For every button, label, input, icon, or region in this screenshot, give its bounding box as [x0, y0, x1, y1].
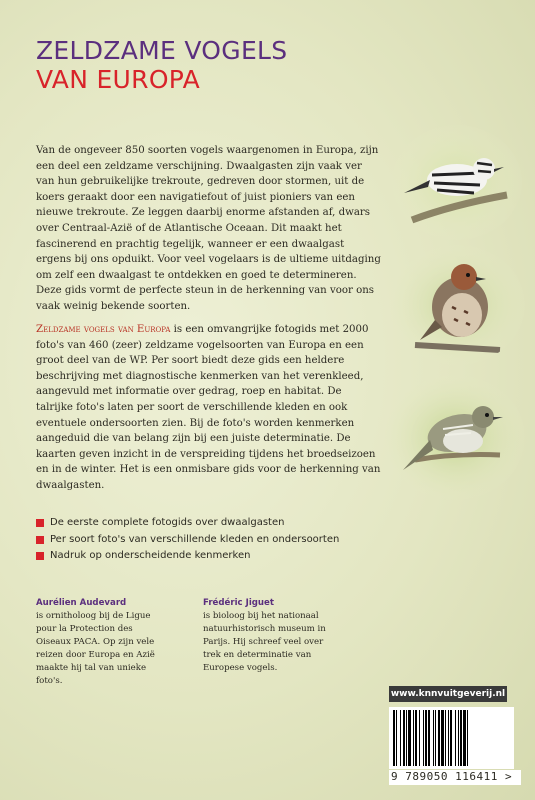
- publisher-url[interactable]: www.knnvuitgeverij.nl: [389, 686, 507, 702]
- feature-list: [36, 515, 339, 565]
- description-paragraph: [36, 322, 381, 494]
- isbn-barcode: [389, 707, 514, 769]
- description-text: is een omvangrijke fotogids met 2000 foto's van 460 (zeer) zeldzame vogelsoorten van Europa en een groot deel van de WP. Per soort biedt deze gids een heldere beschrijving met diagnostische kenmerken van het verenkleed, aangevuld met informatie over gedrag, roep en habitat. De talrijke foto's laten per soort de verschillende kleden en ook eventuele ondersoorten zien. Bij de foto's worden kenmerken aangeduid die van belang zijn bij een juiste determinatie. De kaarten geven inzicht in de verspreiding tijdens het broedseizoen en in de winter. Het is een onmisbare gids voor de herkenning van dwaalgasten.: [36, 324, 381, 491]
- bullet-square-icon: [36, 552, 44, 560]
- isbn-number: 9 789050 116411 >: [389, 770, 521, 785]
- author-name: Frédéric Jiguet: [203, 598, 274, 608]
- bird-photo-flycatcher: [385, 375, 525, 500]
- bullet-square-icon: [36, 536, 44, 544]
- title-line-1: ZELDZAME VOGELS: [36, 36, 288, 65]
- title-line-2: VAN EUROPA: [36, 65, 200, 94]
- book-name-emphasis: Zeldzame vogels van Europa: [36, 324, 171, 335]
- feature-item: Per soort foto's van verschillende kleden en ondersoorten: [36, 532, 339, 549]
- bird-photo-thrush: [390, 245, 525, 365]
- feature-item: Nadruk op onderscheidende kenmerken: [36, 548, 339, 565]
- author-bio: is bioloog bij het nationaal natuurhistorisch museum in Parijs. Hij schreef veel over trek en determinatie van Europese vogels.: [203, 611, 326, 673]
- book-title: [36, 36, 287, 94]
- intro-paragraph: Van de ongeveer 850 soorten vogels waargenomen in Europa, zijn een deel een zeldzame verschijning. Dwaalgasten zijn vaak ver van hun gebruikelijke trekroute, gedreven door stormen, uit de koers geraakt door een navigatiefout of juist pioniers van een nieuwe trekroute. Ze leggen daarbij enorme afstanden af, dwars over Centraal-Azië of de Atlantische Oceaan. Dit maakt het fascinerend en prachtig tegelijk, wanneer er een dwaalgast ergens bij ons opduikt. Voor veel vogelaars is de ultieme uitdaging om zelf een dwaalgast te ontdekken en goed te determineren. Deze gids vormt de perfecte steun in de herkenning van voor ons vaak weinig bekende soorten.: [36, 145, 381, 312]
- author-2: [203, 597, 333, 675]
- bullet-square-icon: [36, 519, 44, 527]
- author-1: [36, 597, 166, 688]
- author-name: Aurélien Audevard: [36, 598, 127, 608]
- feature-item: De eerste complete fotogids over dwaalgasten: [36, 515, 339, 532]
- bird-photo-warbler: [392, 125, 522, 240]
- author-bio: is ornitholoog bij de Ligue pour la Protection des Oiseaux PACA. Op zijn vele reizen door Europa en Azië maakte hij tal van unieke foto's.: [36, 611, 155, 686]
